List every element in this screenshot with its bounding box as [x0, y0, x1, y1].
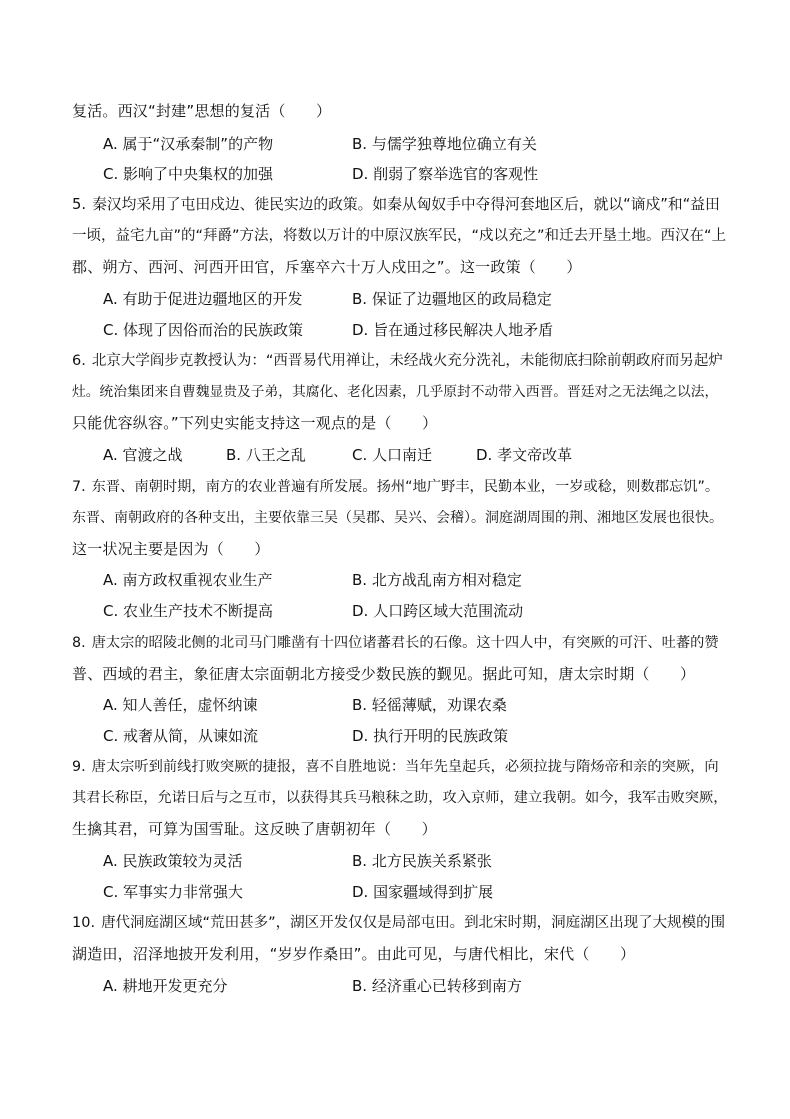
q7-text-1: 东晋、南朝时期，南方的农业普遍有所发展。扬州“地广野丰，民勤本业，一岁或稔，则数郡忘饥”。 — [91, 479, 720, 495]
q10-option-b[interactable]: B. 经济重心已转移到南方 — [352, 977, 522, 995]
q5-option-a[interactable]: A. 有助于促进边疆地区的开发 — [103, 290, 303, 308]
q9-option-d[interactable]: D. 国家疆域得到扩展 — [352, 883, 494, 901]
q6-stem-line-2: 灶。统治集团来自曹魏显贵及子弟，其腐化、老化因素，几乎原封不动带入西晋。晋廷对之无法绳之以法， — [72, 384, 719, 400]
q9-option-a[interactable]: A. 民族政策较为灵活 — [103, 852, 243, 870]
q5-number: 5. — [72, 196, 87, 213]
q4-stem-tail: 复活。西汉“封建”思想的复活（ ） — [72, 102, 332, 120]
q7-number: 7. — [72, 479, 86, 495]
q10-number: 10. — [72, 915, 96, 931]
q10-stem-line-1 — [72, 913, 726, 933]
q6-stem-line-1 — [72, 351, 722, 371]
q10-stem-line-2: 湖造田，沼泽地披开发利用，“岁岁作桑田”。由此可见，与唐代相比，宋代（ ） — [72, 945, 636, 963]
q7-stem-line-2: 东晋、南朝政府的各种支出，主要依靠三吴（吴郡、吴兴、会稽）。洞庭湖周围的荆、湘地区发展也很快。 — [72, 510, 723, 526]
q8-text-1: 唐太宗的昭陵北侧的北司马门雕凿有十四位诸蕃君长的石像。这十四人中，有突厥的可汗、吐蕃的赞 — [91, 635, 719, 651]
q9-stem-line-1 — [72, 757, 722, 777]
q6-option-a[interactable]: A. 官渡之战 — [103, 446, 183, 464]
q6-stem-line-3: 只能优容纵容。”下列史实能支持这一观点的是（ ） — [72, 414, 438, 432]
q7-option-d[interactable]: D. 人口跨区域大范围流动 — [352, 602, 524, 620]
q8-number: 8. — [72, 635, 86, 651]
q10-text-1: 唐代洞庭湖区域“荒田甚多”，湖区开发仅仅是局部屯田。到北宋时期，洞庭湖区出现了大规模的围 — [101, 915, 726, 931]
q8-stem-line-2: 普、西域的君主，象征唐太宗面朝北方接受少数民族的觐见。据此可知，唐太宗时期（ ） — [72, 665, 696, 683]
q5-stem-line-3: 郡、朔方、西河、河西开田官，斥塞卒六十万人戍田之”。这一政策（ ） — [72, 258, 582, 276]
q6-option-d[interactable]: D. 孝文帝改革 — [476, 446, 573, 464]
q5-stem-line-2: 一顷，益宅九亩”的“拜爵”方法，将数以万计的中原汉族军民，“戍以充之”和迁去开垦土地。西汉在“上 — [72, 228, 727, 244]
q7-stem-line-1 — [72, 477, 722, 497]
q6-option-b[interactable]: B. 八王之乱 — [226, 446, 306, 464]
q5-option-d[interactable]: D. 旨在通过移民解决人地矛盾 — [352, 321, 554, 339]
q8-option-b[interactable]: B. 轻徭薄赋，劝课农桑 — [352, 696, 507, 714]
q9-text-1: 唐太宗听到前线打败突厥的捷报，喜不自胜地说：当年先皇起兵，必须拉拢与隋炀帝和亲的突厥，向 — [91, 759, 719, 775]
q5-option-c[interactable]: C. 体现了因俗而治的民族政策 — [103, 321, 304, 339]
q8-option-c[interactable]: C. 戒奢从简，从谏如流 — [103, 727, 259, 745]
q4-option-b[interactable]: B. 与儒学独尊地位确立有关 — [352, 135, 537, 153]
q9-stem-line-3: 生擒其君，可算为国雪耻。这反映了唐朝初年（ ） — [72, 820, 437, 838]
q4-option-c[interactable]: C. 影响了中央集权的加强 — [103, 165, 274, 183]
q7-stem-line-3: 这一状况主要是因为（ ） — [72, 540, 270, 558]
q5-option-b[interactable]: B. 保证了边疆地区的政局稳定 — [352, 290, 552, 308]
q6-option-c[interactable]: C. 人口南迁 — [352, 446, 433, 464]
q9-number: 9. — [72, 759, 86, 775]
q7-option-b[interactable]: B. 北方战乱南方相对稳定 — [352, 571, 522, 589]
q9-option-b[interactable]: B. 北方民族关系紧张 — [352, 852, 492, 870]
q5-stem-line-1 — [72, 195, 722, 215]
q5-text-1: 秦汉均采用了屯田戍边、徙民实边的政策。如秦从匈奴手中夺得河套地区后，就以“谪戍”和“益田 — [92, 196, 720, 213]
q8-option-d[interactable]: D. 执行开明的民族政策 — [352, 727, 509, 745]
q7-option-c[interactable]: C. 农业生产技术不断提高 — [103, 602, 274, 620]
q8-option-a[interactable]: A. 知人善任，虚怀纳谏 — [103, 696, 258, 714]
q7-option-a[interactable]: A. 南方政权重视农业生产 — [103, 571, 273, 589]
q8-stem-line-1 — [72, 633, 722, 653]
q10-option-a[interactable]: A. 耕地开发更充分 — [103, 977, 228, 995]
q6-text-1: 北京大学阎步克教授认为：“西晋易代用禅让，未经战火充分洗礼，未能彻底扫除前朝政府而另起炉 — [91, 353, 723, 369]
q4-option-a[interactable]: A. 属于“汉承秦制”的产物 — [103, 135, 274, 153]
q4-option-d[interactable]: D. 削弱了察举选官的客观性 — [352, 165, 539, 183]
q9-stem-line-2: 其君长称臣，允诺日后与之互市，以获得其兵马粮秣之助，攻入京师，建立我朝。如今，我军击败突厥， — [72, 790, 728, 806]
q6-number: 6. — [72, 353, 86, 369]
q9-option-c[interactable]: C. 军事实力非常强大 — [103, 883, 244, 901]
